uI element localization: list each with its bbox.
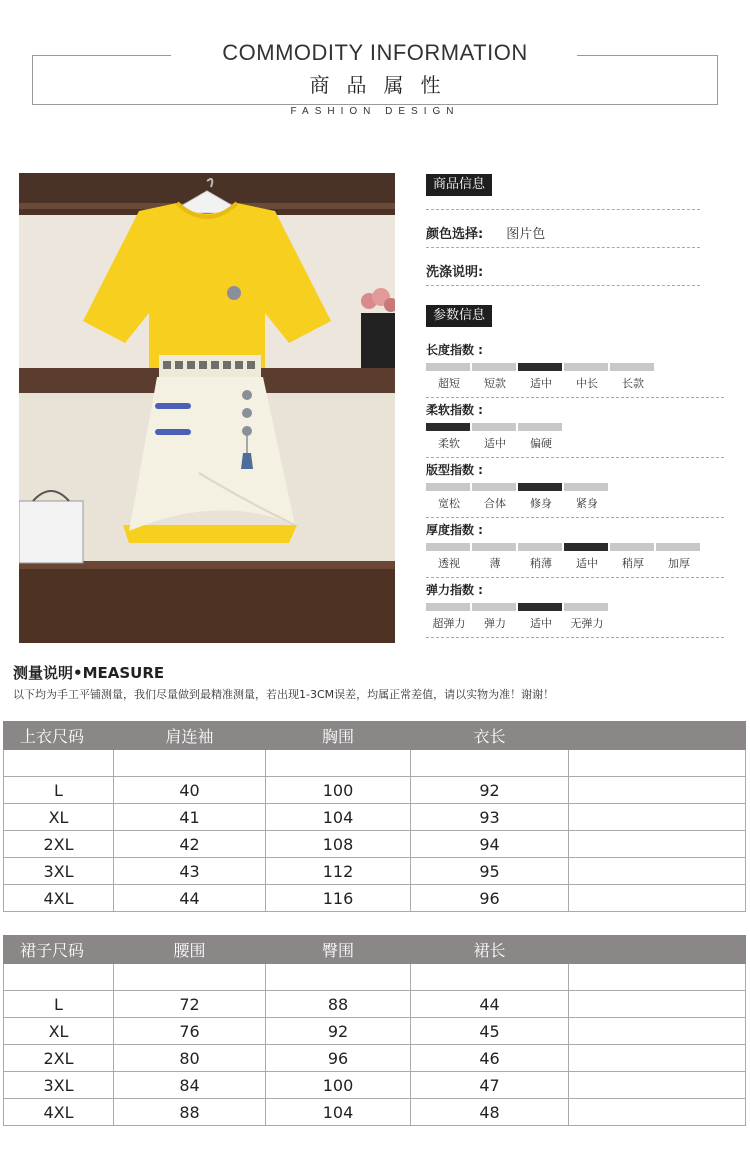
meter-option-label: 稍厚 <box>622 557 644 570</box>
meter-option-label: 透视 <box>438 557 460 570</box>
table-cell <box>569 777 746 804</box>
meter-option-label: 无弹力 <box>570 617 604 630</box>
table-row <box>4 831 746 858</box>
table-row <box>4 750 746 777</box>
table-cell: 42 <box>114 831 266 858</box>
meter-3 <box>426 521 724 578</box>
wash-label: 洗涤说明: <box>426 265 484 280</box>
table-cell <box>266 750 411 777</box>
table-row <box>4 964 746 991</box>
meter-option-label: 超短 <box>438 377 460 390</box>
table-cell <box>569 1018 746 1045</box>
meter-bar <box>518 543 562 551</box>
table-header-cell <box>569 722 746 750</box>
meter-option-label: 适中 <box>484 437 506 450</box>
product-photo <box>19 173 395 643</box>
meter-bars <box>426 543 724 551</box>
meter-bar-selected <box>518 603 562 611</box>
table-cell: 94 <box>411 831 569 858</box>
table-cell <box>569 991 746 1018</box>
meter-option-label: 稍薄 <box>530 557 552 570</box>
meter-bar <box>472 603 516 611</box>
table-cell: 84 <box>114 1072 266 1099</box>
table-cell: L <box>4 991 114 1018</box>
table-cell: 41 <box>114 804 266 831</box>
table-cell: 93 <box>411 804 569 831</box>
meter-bar-selected <box>518 483 562 491</box>
meter-option-label: 长款 <box>622 377 644 390</box>
meter-4 <box>426 581 724 638</box>
table-header-cell: 裙长 <box>411 936 569 964</box>
meter-option-label: 合体 <box>484 497 506 510</box>
table-cell: 40 <box>114 777 266 804</box>
table-cell: XL <box>4 1018 114 1045</box>
table-cell: 100 <box>266 777 411 804</box>
table-header-cell: 腰围 <box>114 936 266 964</box>
table-cell: 47 <box>411 1072 569 1099</box>
table-header-cell <box>569 936 746 964</box>
table-row <box>4 1045 746 1072</box>
table-cell <box>569 804 746 831</box>
table-cell <box>569 1099 746 1126</box>
table-cell: 44 <box>411 991 569 1018</box>
table-cell <box>114 750 266 777</box>
meter-title: 长度指数 : <box>426 343 483 357</box>
table-cell: 92 <box>411 777 569 804</box>
table-cell: 3XL <box>4 1072 114 1099</box>
table-cell <box>114 964 266 991</box>
meter-option-label: 紧身 <box>576 497 598 510</box>
meter-bar <box>610 543 654 551</box>
table-header-cell: 衣长 <box>411 722 569 750</box>
meter-bar <box>518 423 562 431</box>
table-cell <box>4 964 114 991</box>
meter-bar <box>564 363 608 371</box>
meter-bar <box>472 483 516 491</box>
table-cell: XL <box>4 804 114 831</box>
table-cell: 48 <box>411 1099 569 1126</box>
meter-bar <box>426 543 470 551</box>
meter-2 <box>426 461 724 518</box>
meter-bar <box>426 483 470 491</box>
meter-option-label: 适中 <box>576 557 598 570</box>
table-cell <box>569 1072 746 1099</box>
table-cell: 104 <box>266 1099 411 1126</box>
table-cell: 92 <box>266 1018 411 1045</box>
table-row <box>4 858 746 885</box>
table-cell: 72 <box>114 991 266 1018</box>
meter-title: 弹力指数 : <box>426 583 483 597</box>
measure-note: 以下均为手工平铺测量，我们尽量做到最精准测量，若出现1-3CM误差，均属正常差值，请以实物为准！谢谢！ <box>13 688 555 701</box>
table-row <box>4 1018 746 1045</box>
header-title-cn: 商品属性 <box>309 73 458 97</box>
meter-bars <box>426 423 724 431</box>
meter-option-label: 适中 <box>530 377 552 390</box>
table-row <box>4 991 746 1018</box>
meter-0 <box>426 341 724 398</box>
table-header-cell: 肩连袖 <box>114 722 266 750</box>
table-cell: 43 <box>114 858 266 885</box>
table-header-cell: 胸围 <box>266 722 411 750</box>
top-size-table <box>3 721 746 912</box>
tag-product-info: 商品信息 <box>426 174 492 196</box>
meter-title: 柔软指数 : <box>426 403 483 417</box>
measure-title: 测量说明•MEASURE <box>13 664 165 682</box>
table-header-cell: 上衣尺码 <box>4 722 114 750</box>
table-cell: 108 <box>266 831 411 858</box>
meter-bar <box>426 603 470 611</box>
table-cell: 2XL <box>4 1045 114 1072</box>
table-cell: 116 <box>266 885 411 912</box>
table-cell <box>411 964 569 991</box>
meter-1 <box>426 401 724 458</box>
table-cell <box>569 1045 746 1072</box>
table-row <box>4 804 746 831</box>
meter-bars <box>426 603 724 611</box>
table-cell: 95 <box>411 858 569 885</box>
meter-option-label: 偏硬 <box>530 437 552 450</box>
meter-option-label: 薄 <box>489 557 501 570</box>
meter-bar <box>472 363 516 371</box>
table-cell <box>411 750 569 777</box>
meter-bar-selected <box>426 423 470 431</box>
color-label: 颜色选择: <box>426 227 484 242</box>
table-cell <box>569 858 746 885</box>
table-cell: 80 <box>114 1045 266 1072</box>
meter-option-label: 中长 <box>576 377 598 390</box>
table-cell <box>569 885 746 912</box>
meter-option-label: 修身 <box>530 497 552 510</box>
wash-row <box>426 261 483 280</box>
meter-bar <box>656 543 700 551</box>
header-subtitle: FASHION DESIGN <box>290 106 460 117</box>
table-header-cell: 臀围 <box>266 936 411 964</box>
table-row <box>4 1072 746 1099</box>
table-cell: 45 <box>411 1018 569 1045</box>
table-row <box>4 1099 746 1126</box>
table-cell: L <box>4 777 114 804</box>
meter-labels <box>426 555 724 571</box>
table-cell: 4XL <box>4 1099 114 1126</box>
meter-option-label: 适中 <box>530 617 552 630</box>
table-cell: 88 <box>266 991 411 1018</box>
color-value: 图片色 <box>506 227 546 242</box>
color-row <box>426 223 545 242</box>
table-header-cell: 裙子尺码 <box>4 936 114 964</box>
table-cell: 100 <box>266 1072 411 1099</box>
table-cell <box>4 750 114 777</box>
table-cell <box>266 964 411 991</box>
meter-bar-selected <box>564 543 608 551</box>
meter-labels <box>426 435 724 451</box>
meter-title: 厚度指数 : <box>426 523 483 537</box>
meter-bar <box>472 543 516 551</box>
meter-bar <box>472 423 516 431</box>
table-cell <box>569 964 746 991</box>
table-cell <box>569 750 746 777</box>
meter-bar <box>426 363 470 371</box>
table-cell: 46 <box>411 1045 569 1072</box>
header-title-en: COMMODITY INFORMATION <box>222 40 528 65</box>
meter-option-label: 宽松 <box>438 497 460 510</box>
meter-bars <box>426 363 724 371</box>
meter-option-label: 弹力 <box>484 617 506 630</box>
table-cell: 88 <box>114 1099 266 1126</box>
meter-bar <box>564 483 608 491</box>
meter-bars <box>426 483 724 491</box>
table-cell: 76 <box>114 1018 266 1045</box>
skirt-size-table <box>3 935 746 1126</box>
table-row <box>4 777 746 804</box>
meter-labels <box>426 375 724 391</box>
table-cell: 2XL <box>4 831 114 858</box>
meter-bar <box>564 603 608 611</box>
meter-option-label: 柔软 <box>438 437 460 450</box>
tag-param-info: 参数信息 <box>426 305 492 327</box>
meter-labels <box>426 615 724 631</box>
meter-option-label: 超弹力 <box>432 617 466 630</box>
meter-title: 版型指数 : <box>426 463 483 477</box>
meter-option-label: 短款 <box>484 377 506 390</box>
table-cell: 96 <box>266 1045 411 1072</box>
meter-labels <box>426 495 724 511</box>
meter-bar-selected <box>518 363 562 371</box>
table-cell: 4XL <box>4 885 114 912</box>
table-cell: 112 <box>266 858 411 885</box>
meter-bar <box>610 363 654 371</box>
table-cell <box>569 831 746 858</box>
table-cell: 104 <box>266 804 411 831</box>
table-cell: 3XL <box>4 858 114 885</box>
meter-option-label: 加厚 <box>668 557 690 570</box>
table-cell: 44 <box>114 885 266 912</box>
table-row <box>4 885 746 912</box>
table-cell: 96 <box>411 885 569 912</box>
